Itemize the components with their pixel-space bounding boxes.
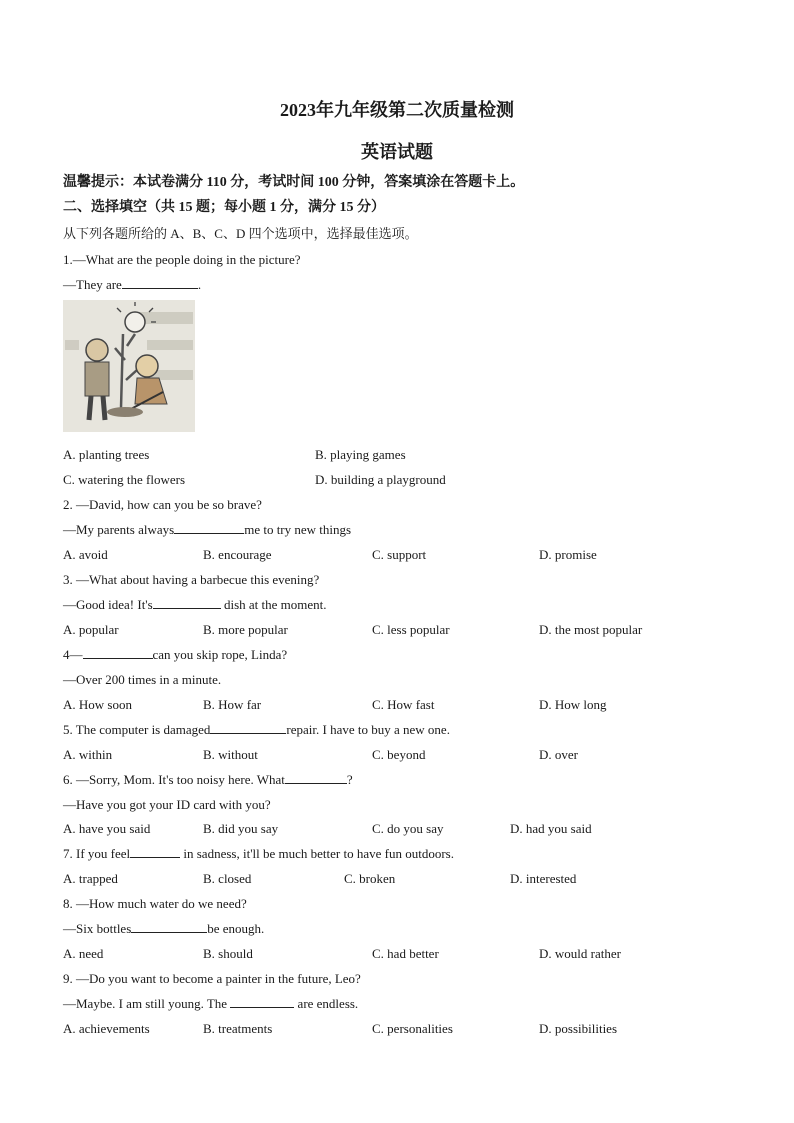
option-6b[interactable]: B. did you say (203, 821, 279, 836)
option-4d[interactable]: D. How long (539, 697, 607, 712)
option-5d[interactable]: D. over (539, 747, 578, 762)
question-8: 8. —How much water do we need? (63, 896, 247, 911)
option-9c[interactable]: C. personalities (372, 1021, 453, 1036)
response-6: —Have you got your ID card with you? (63, 797, 271, 812)
response-1: —They are . (63, 277, 202, 292)
option-5c[interactable]: C. beyond (372, 747, 426, 762)
answer-blank (230, 995, 294, 1008)
option-2c[interactable]: C. support (372, 547, 427, 562)
question-6: 6. —Sorry, Mom. It's too noisy here. What ? (63, 772, 353, 787)
option-7a[interactable]: A. trapped (63, 871, 118, 886)
response-4: —Over 200 times in a minute. (63, 672, 222, 687)
option-7d[interactable]: D. interested (510, 871, 577, 886)
instructions: 从下列各题所给的 A、B、C、D 四个选项中，选择最佳选项。 (63, 226, 418, 241)
option-3c[interactable]: C. less popular (372, 622, 450, 637)
answer-blank (210, 721, 286, 734)
answer-blank (131, 920, 207, 933)
option-7c[interactable]: C. broken (344, 871, 396, 886)
option-9a[interactable]: A. achievements (63, 1021, 150, 1036)
question-2: 2. —David, how can you be so brave? (63, 497, 262, 512)
option-3b[interactable]: B. more popular (203, 622, 288, 637)
option-1a[interactable]: A. planting trees (63, 447, 150, 462)
answer-blank (153, 596, 221, 609)
option-6d[interactable]: D. had you said (510, 821, 592, 836)
question-3: 3. —What about having a barbecue this evening? (63, 572, 320, 587)
question-9: 9. —Do you want to become a painter in the future, Leo? (63, 971, 361, 986)
exam-title: 2023年九年级第二次质量检测 (280, 100, 514, 120)
section-heading: 二、选择填空（共 15 题；每小题 1 分，满分 15 分） (63, 200, 385, 215)
option-8d[interactable]: D. would rather (539, 946, 621, 961)
notice: 温馨提示：本试卷满分 110 分，考试时间 100 分钟，答案填涂在答题卡上。 (63, 175, 525, 190)
response-2: —My parents always me to try new things (63, 522, 352, 537)
answer-blank (285, 771, 347, 784)
answer-blank (83, 646, 153, 659)
answer-blank (122, 276, 198, 289)
option-2b[interactable]: B. encourage (203, 547, 272, 562)
answer-blank (174, 521, 244, 534)
response-9: —Maybe. I am still young. The are endless. (63, 996, 359, 1011)
answer-blank (130, 845, 180, 858)
option-8a[interactable]: A. need (63, 946, 104, 961)
option-3a[interactable]: A. popular (63, 622, 119, 637)
option-2a[interactable]: A. avoid (63, 547, 108, 562)
option-5a[interactable]: A. within (63, 747, 113, 762)
question-4: 4— can you skip rope, Linda? (63, 647, 288, 662)
option-9d[interactable]: D. possibilities (539, 1021, 618, 1036)
option-4c[interactable]: C. How fast (372, 697, 435, 712)
question-7: 7. If you feel in sadness, it'll be much better to have fun outdoors. (63, 846, 454, 861)
question-5: 5. The computer is damaged repair. I have to buy a new one. (63, 722, 450, 737)
option-7b[interactable]: B. closed (203, 871, 252, 886)
option-4a[interactable]: A. How soon (63, 697, 132, 712)
picture-people-planting-tree (63, 300, 195, 432)
option-6a[interactable]: A. have you said (63, 821, 151, 836)
option-4b[interactable]: B. How far (203, 697, 262, 712)
option-3d[interactable]: D. the most popular (539, 622, 643, 637)
option-1b[interactable]: B. playing games (315, 447, 406, 462)
option-6c[interactable]: C. do you say (372, 821, 444, 836)
question-1: 1.—What are the people doing in the picture? (63, 252, 301, 267)
response-3: —Good idea! It's dish at the moment. (63, 597, 327, 612)
option-9b[interactable]: B. treatments (203, 1021, 273, 1036)
option-8c[interactable]: C. had better (372, 946, 439, 961)
response-8: —Six bottles be enough. (63, 921, 265, 936)
exam-subtitle: 英语试题 (361, 142, 433, 162)
option-1d[interactable]: D. building a playground (315, 472, 446, 487)
option-1c[interactable]: C. watering the flowers (63, 472, 186, 487)
option-2d[interactable]: D. promise (539, 547, 597, 562)
option-5b[interactable]: B. without (203, 747, 258, 762)
option-8b[interactable]: B. should (203, 946, 253, 961)
